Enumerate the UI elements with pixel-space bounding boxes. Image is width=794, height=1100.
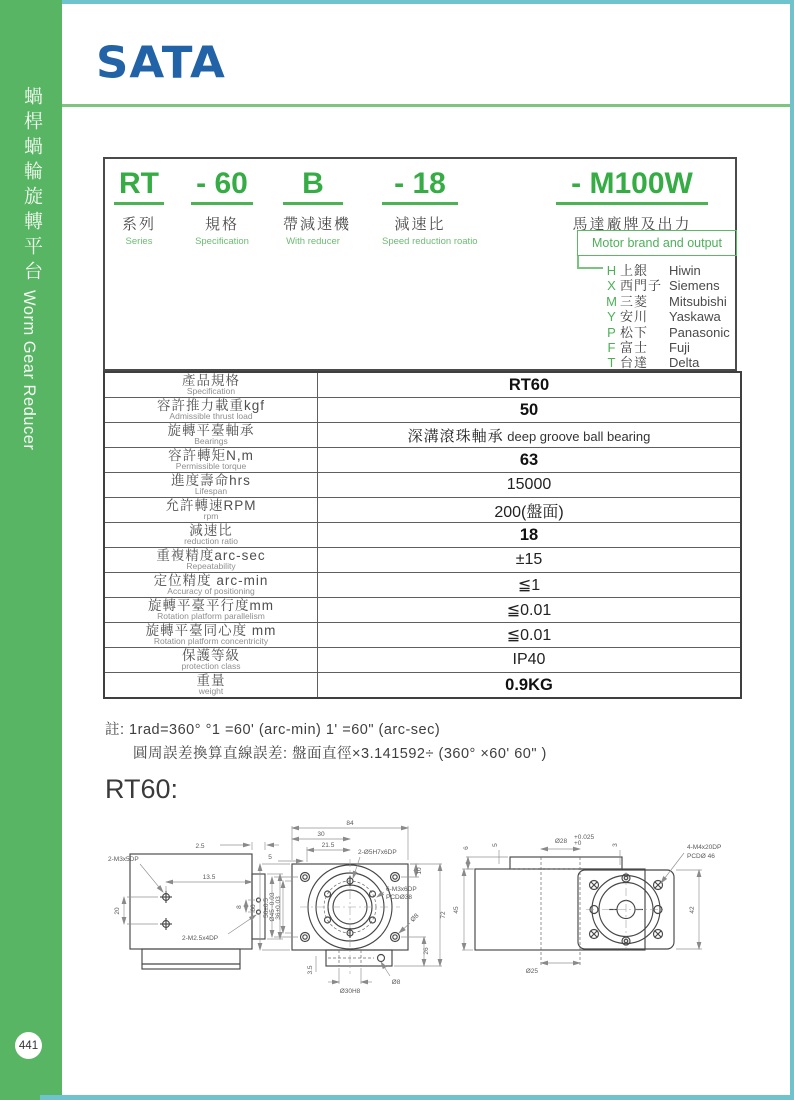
dim-label: Ø8 (391, 979, 401, 986)
dim-label: Ø28 (554, 838, 568, 845)
segment-underline (382, 202, 458, 205)
model-segment-spec (191, 167, 253, 247)
row-label-en: reduction ratio (184, 536, 238, 546)
table-row (104, 473, 741, 498)
brand-en: Siemens (669, 278, 720, 294)
brand-zh: 台達 (620, 355, 649, 371)
dim-tolerance: +0 (574, 840, 582, 847)
segment-code: - 18 (394, 167, 446, 200)
dim-label: 45 (453, 906, 460, 914)
model-segment-reducer (283, 167, 352, 247)
row-value: 15000 (318, 473, 742, 498)
row-label-en: Lifespan (194, 486, 228, 496)
dim-label: 6 (463, 846, 470, 850)
motor-brand-box-label: Motor brand and output (592, 236, 722, 250)
brand-zh: 上銀 (620, 263, 649, 278)
brand-zh: 西門子 (620, 278, 663, 294)
motor-connector-line (577, 267, 603, 269)
segment-underline (556, 202, 708, 205)
brand-en: Yaskawa (669, 309, 721, 325)
row-label-zh: 容許轉矩N,m (168, 448, 254, 463)
brand-logo: SATA (96, 37, 226, 88)
brand-row (603, 291, 730, 309)
row-label-zh: 旋轉平臺同心度 mm (145, 623, 277, 638)
spec-table (103, 371, 742, 699)
brand-row (603, 352, 730, 371)
brand-code: T (607, 355, 616, 371)
model-segment-motor (556, 167, 708, 234)
note-line-2: 圓周誤差換算直線誤差: 盤面直徑×3.141592÷ (360° ×60' 60" ) (133, 746, 547, 762)
dim-label: 20 (114, 907, 121, 915)
model-segment-ratio (382, 167, 478, 247)
segment-label-zh: 規格 (204, 216, 239, 233)
row-label-en: Rotation platform parallelism (157, 611, 265, 621)
dim-label: 2-Ø5H7x6DP (358, 849, 397, 856)
brand-en: Fuji (669, 339, 690, 355)
brand-row (603, 322, 730, 340)
brand-zh: 松下 (620, 324, 649, 340)
dim-label: 5 (268, 854, 272, 861)
model-code-box (103, 157, 737, 371)
segment-label-zh: 減速比 (394, 216, 446, 233)
row-label-en: protection class (181, 661, 241, 671)
dim-label: 21.5 (321, 842, 335, 849)
brand-zh: 三菱 (620, 293, 649, 309)
dim-label: 84 (346, 820, 354, 827)
row-value: ±15 (318, 548, 742, 573)
table-row (104, 423, 741, 448)
segment-underline (114, 202, 164, 205)
row-value: IP40 (318, 648, 742, 673)
segment-label-zh: 系列 (121, 216, 156, 233)
brand-code: Y (607, 309, 616, 325)
note-line-1: 註: 1rad=360° °1 =60' (arc-min) 1' =60" (arc-sec) (105, 722, 441, 738)
dim-label: 10 (416, 867, 423, 875)
row-value: 63 (318, 448, 742, 473)
row-label-en: Admissible thrust load (169, 411, 253, 421)
top-border (62, 0, 794, 4)
row-label-zh: 容許推力載重kgf (156, 398, 265, 413)
segment-label-zh: 帶減速機 (283, 216, 352, 233)
dim-label: 36±0.03 (275, 896, 282, 920)
row-label-en: Bearings (194, 436, 228, 446)
motor-brand-list (603, 260, 730, 371)
row-label-zh: 旋轉平臺平行度mm (148, 598, 274, 613)
row-label-zh: 保護等級 (182, 648, 240, 663)
row-value: 0.9KG (318, 673, 742, 699)
dim-label: 2-M2.5x4DP (182, 935, 219, 942)
front-view (250, 820, 447, 995)
row-label-en: rpm (203, 511, 219, 521)
dim-label: 2.5 (195, 843, 205, 850)
header-divider (62, 104, 790, 107)
segment-code: - M100W (571, 167, 693, 200)
table-row (104, 623, 741, 648)
row-label-zh: 允許轉速RPM (165, 498, 257, 513)
brand-code: H (606, 263, 617, 278)
row-value: 200(盤面) (318, 498, 742, 523)
motor-brand-box (577, 230, 737, 256)
row-label-en: Rotation platform concentricity (153, 636, 269, 646)
brand-row (603, 275, 730, 294)
dim-label: 5 (492, 843, 499, 847)
sidebar-title-en: Worm Gear Reducer (20, 290, 38, 451)
row-value: ≦1 (318, 573, 742, 598)
bottom-border (40, 1095, 794, 1100)
row-label-zh: 產品規格 (182, 373, 240, 388)
brand-zh: 富士 (620, 339, 649, 355)
dim-label: 2-M3x5DP (108, 856, 139, 863)
brand-code: X (607, 278, 616, 294)
segment-label-en: With reducer (286, 236, 340, 247)
row-label-en: weight (198, 686, 224, 696)
row-value: RT60 (318, 372, 742, 398)
dim-label: 26 (423, 947, 430, 955)
dim-label: 42 (689, 906, 696, 914)
row-label-zh: 重量 (196, 673, 226, 688)
dim-label: 30 (317, 831, 325, 838)
dim-tolerance: +0.025 (574, 834, 595, 841)
segment-label-en: Series (125, 236, 153, 247)
dim-label: 50±0.5 (263, 898, 270, 918)
row-label-zh: 減速比 (189, 523, 233, 538)
row-value-en: deep groove ball bearing (503, 428, 651, 444)
brand-code: M (606, 293, 617, 309)
row-label-zh: 定位精度 arc-min (153, 573, 269, 588)
row-value: 18 (318, 523, 742, 548)
brand-en: Mitsubishi (669, 293, 727, 309)
row-label-en: Repeatability (186, 561, 236, 571)
row-value: 50 (318, 398, 742, 423)
row-value: 深溝滾珠軸承 (407, 427, 504, 445)
technical-drawing (100, 812, 794, 1022)
brand-en: Delta (669, 355, 700, 371)
model-segment-series (114, 167, 164, 247)
page-number-badge: 441 (15, 1032, 42, 1059)
top-view (453, 834, 721, 975)
segment-underline (283, 202, 343, 205)
dim-label: Ø45 -0.03 (269, 892, 276, 922)
dim-label: 13.5 (202, 874, 216, 881)
segment-label-zh: 馬達廠牌及出力 (572, 216, 692, 233)
segment-code: RT (119, 167, 159, 200)
row-value: ≦0.01 (318, 623, 742, 648)
table-row (104, 448, 741, 473)
dim-label: 3 (612, 843, 619, 847)
row-label-zh: 旋轉平臺軸承 (167, 423, 255, 438)
dim-label: 6-M3x6DP (386, 886, 417, 893)
segment-underline (191, 202, 253, 205)
brand-row (603, 260, 730, 278)
brand-en: Hiwin (669, 263, 701, 278)
row-label-en: Permissible torque (175, 461, 247, 471)
table-row (104, 573, 741, 598)
segment-label-en: Specification (195, 236, 249, 247)
table-row (104, 598, 741, 623)
segment-label-en: Speed reduction roatio (382, 236, 478, 247)
sidebar (0, 0, 62, 1100)
segment-code: - 60 (196, 167, 248, 200)
dim-label: PCDØ 46 (687, 853, 715, 860)
row-label-zh: 重複精度arc-sec (156, 548, 266, 563)
table-row (104, 523, 741, 548)
row-value: ≦0.01 (318, 598, 742, 623)
dim-label: PCDØ38 (386, 894, 413, 901)
table-row (104, 548, 741, 573)
segment-code: B (302, 167, 324, 200)
table-row (104, 498, 741, 523)
dim-label: Ø25 (525, 968, 538, 975)
dim-label: 72 (440, 911, 447, 919)
table-row (104, 648, 741, 673)
sidebar-title-zh: 蝸桿蝸輪旋轉平台 (21, 86, 42, 286)
brand-zh: 安川 (620, 309, 649, 325)
brand-code: P (607, 324, 616, 340)
brand-code: F (607, 339, 616, 355)
row-label-en: Accuracy of positioning (167, 586, 255, 596)
dim-label: 3.5 (307, 965, 314, 975)
dim-label: 4-M4x20DP (687, 844, 722, 851)
row-label-en: Specification (186, 386, 236, 396)
dim-label: Ø30H8 (339, 988, 361, 995)
table-row (104, 372, 741, 398)
dim-label: 8 (236, 905, 243, 909)
table-row (104, 398, 741, 423)
brand-row (603, 306, 730, 325)
row-label-zh: 進度壽命hrs (171, 473, 251, 488)
drawing-title: RT60: (105, 774, 179, 804)
brand-en: Panasonic (669, 324, 730, 340)
dim-label: 60 (250, 904, 257, 912)
table-row (104, 673, 741, 699)
dim-label: Ø8 (409, 912, 421, 924)
